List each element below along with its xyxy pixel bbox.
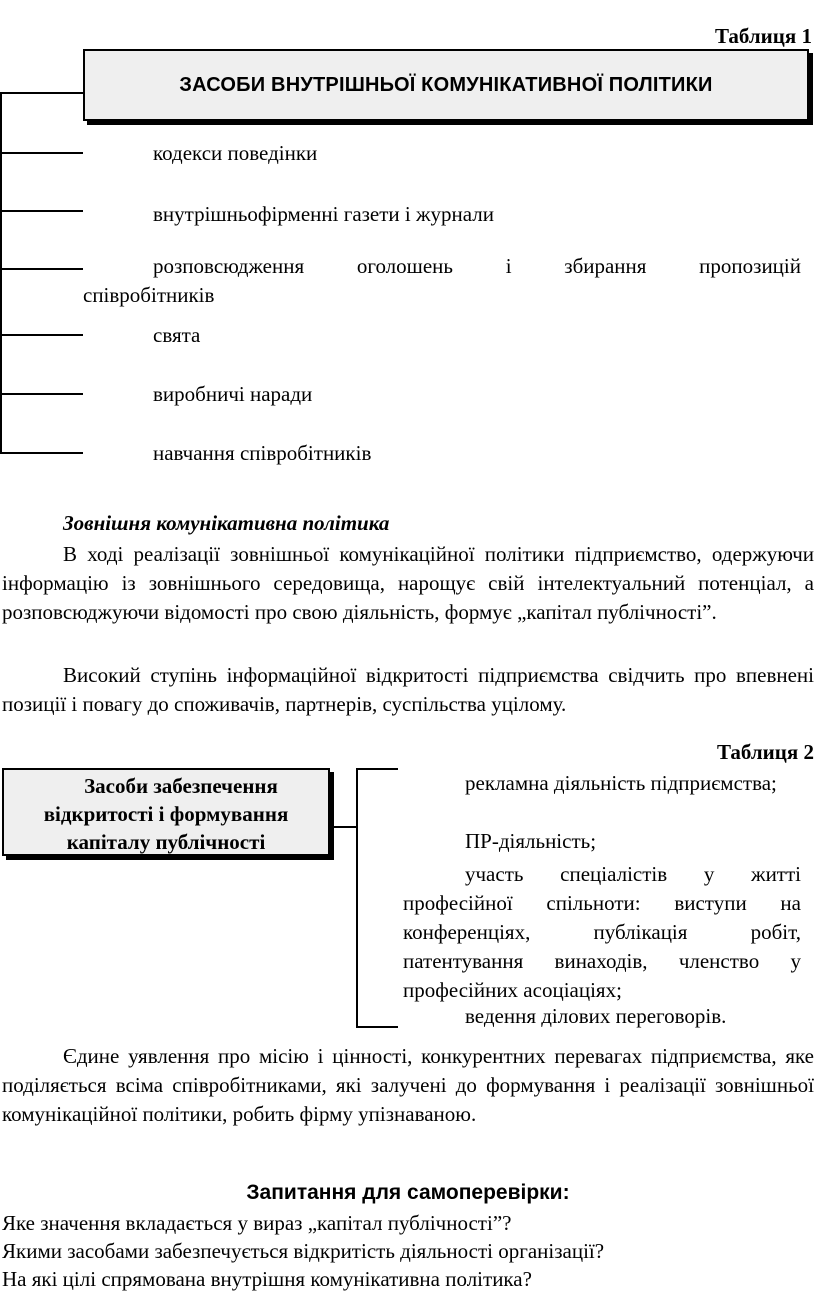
table1-branch-line xyxy=(0,210,83,212)
table1-item: навчання співробітників xyxy=(153,441,372,465)
table2-connector xyxy=(334,826,358,828)
table2-item: участь спеціалістів у житті професійної спільноти: виступи на конференціях, публікація робіт, патентування винаходів, членство у професійних асоціаціях; xyxy=(403,862,801,1002)
table1-branch-line xyxy=(0,334,83,336)
question-item: Якими засобами забезпечується відкритість діяльності організації? xyxy=(2,1239,605,1263)
question-item: Яке значення вкладається у вираз „капітал публічності”? xyxy=(2,1211,512,1235)
paragraph: Єдине уявлення про місію і цінності, конкурентних перевагах підприємства, яке поділяється всіма співробітниками, які залучені до формування і реалізації зовнішньої комунікаційної політики, робить фірму упізнаваною. xyxy=(2,1044,814,1126)
table2-box-line: капіталу публічності xyxy=(66,830,266,854)
table1-item: кодекси поведінки xyxy=(153,141,318,165)
table1-branch-line xyxy=(0,393,83,395)
table1-item: виробничі наради xyxy=(153,382,313,406)
table2-box-line: відкритості і формування xyxy=(43,802,289,826)
table2-box-line: Засоби забезпечення xyxy=(84,774,278,798)
question-item: На які цілі спрямована внутрішня комунікативна політика? xyxy=(2,1267,532,1291)
table1-branch-line xyxy=(0,268,83,270)
table2-item: ПР-діяльність; xyxy=(465,829,597,853)
paragraph: В ході реалізації зовнішньої комунікаційної політики підприємство, одержуючи інформацію із зовнішнього середовища, нарощує свій інтелектуальний потенціал, а розповсюджуючи відомості про свою діяльність, формує „капітал публічності”. xyxy=(2,542,814,624)
paragraph: Високий ступінь інформаційної відкритості підприємства свідчить про впевнені позиції і повагу до споживачів, партнерів, суспільства уцілому. xyxy=(2,663,814,716)
table1-item: свята xyxy=(153,323,201,347)
table2-label: Таблиця 2 xyxy=(716,740,814,764)
questions-title: Запитання для самоперевірки: xyxy=(246,1181,570,1204)
table1-branch-line xyxy=(0,152,83,154)
table1-item: внутрішньофірменні газети і журнали xyxy=(153,202,494,226)
table2-bracket-bottom xyxy=(356,1026,398,1028)
table1-vertical-connector xyxy=(0,93,2,454)
table1-title: ЗАСОБИ ВНУТРІШНЬОЇ КОМУНІКАТИВНОЇ ПОЛІТИКИ xyxy=(179,73,713,96)
table1-title-box xyxy=(83,49,809,121)
table1-label: Таблиця 1 xyxy=(714,24,812,48)
table1-branch-line xyxy=(0,452,83,454)
table1-item-continuation: співробітників xyxy=(83,283,215,307)
table2-bracket-vertical xyxy=(356,768,358,1028)
table2-item: рекламна діяльність підприємства; xyxy=(465,771,777,795)
table1-item: розповсюдження оголошень і збирання пропозицій xyxy=(153,254,801,278)
table2-bracket-top xyxy=(356,768,398,770)
table1-title-connector xyxy=(0,92,84,94)
table2-box xyxy=(2,768,330,856)
table2-item: ведення ділових переговорів. xyxy=(465,1004,727,1028)
section-heading: Зовнішня комунікативна політика xyxy=(63,511,390,535)
